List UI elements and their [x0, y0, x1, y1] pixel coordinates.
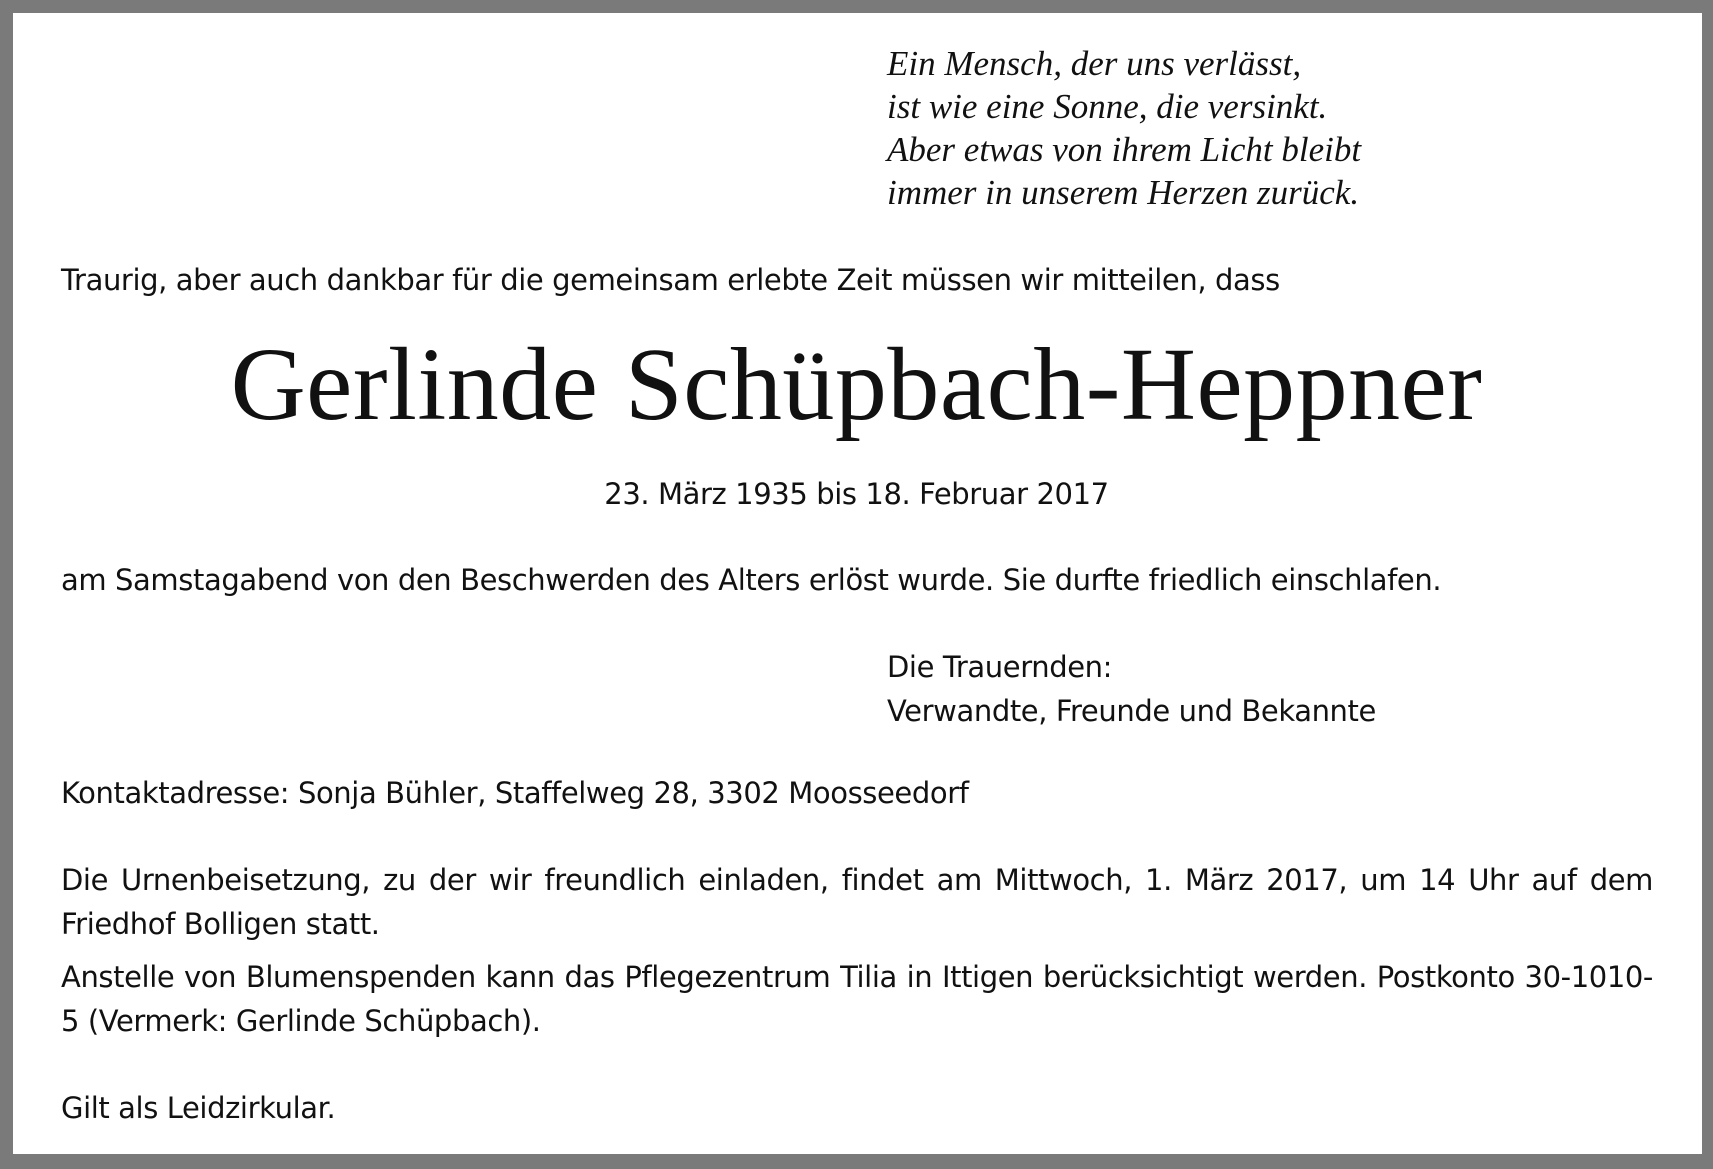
poem-line: Aber etwas von ihrem Licht bleibt [887, 130, 1362, 169]
deceased-name: Gerlinde Schüpbach-Heppner [230, 327, 1483, 442]
mourners-names: Verwandte, Freunde und Bekannte [887, 694, 1376, 728]
donation-notice: Anstelle von Blumenspenden kann das Pflegezentrum Tilia in Ittigen berücksichtigt werden. Postkonto 30-1010-5 (Vermerk: Gerlinde Schüpbach). [61, 960, 1653, 1038]
closing-note: Gilt als Leidzirkular. [61, 1091, 336, 1125]
intro-text: Traurig, aber auch dankbar für die gemeinsam erlebte Zeit müssen wir mitteilen, dass [61, 263, 1280, 297]
poem-line: Ein Mensch, der uns verlässt, [887, 44, 1302, 83]
mourners-heading: Die Trauernden: [887, 650, 1113, 684]
poem-line: ist wie eine Sonne, die versinkt. [887, 87, 1328, 126]
mourners-block [887, 645, 1376, 733]
life-dates: 23. März 1935 bis 18. Februar 2017 [604, 477, 1109, 511]
memorial-poem [887, 42, 1361, 214]
announcement-text: am Samstagabend von den Beschwerden des Alters erlöst wurde. Sie durfte friedlich einschlafen. [61, 563, 1442, 597]
burial-notice: Die Urnenbeisetzung, zu der wir freundlich einladen, findet am Mittwoch, 1. März 2017, um 14 Uhr auf dem Friedhof Bolligen statt. [61, 863, 1653, 941]
poem-line: immer in unserem Herzen zurück. [887, 173, 1360, 212]
contact-address: Kontaktadresse: Sonja Bühler, Staffelweg 28, 3302 Moosseedorf [61, 776, 969, 810]
